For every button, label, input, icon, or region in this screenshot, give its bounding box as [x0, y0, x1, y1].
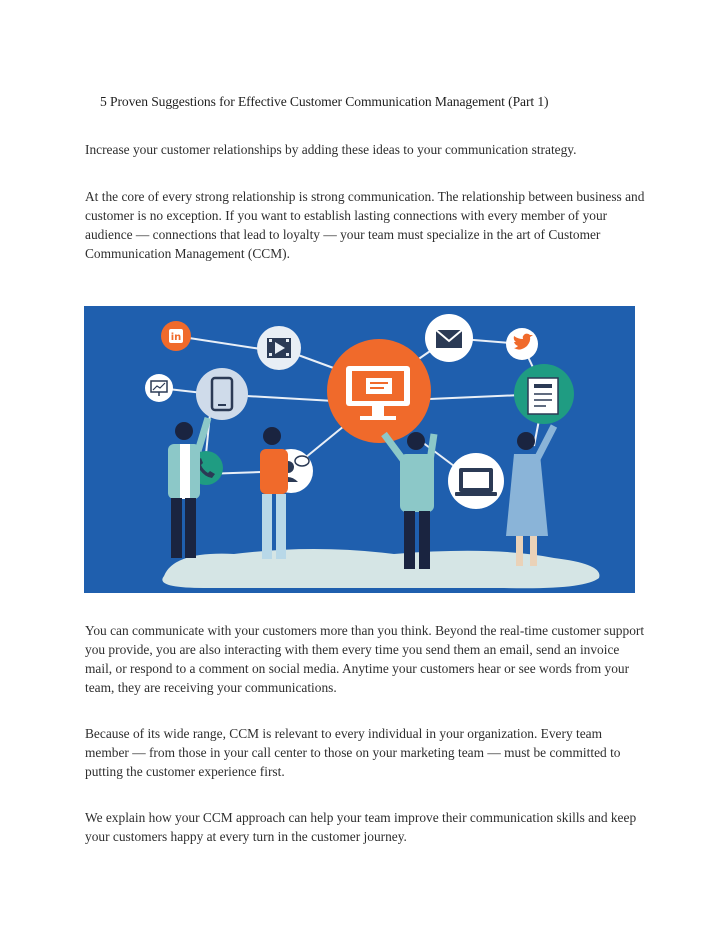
video-icon: [257, 326, 301, 370]
body-paragraph: You can communicate with your customers more than you think. Beyond the real-time customer support you provide, you are also interacting with them every time you send them an email, send an invoice mail, or respond to a comment on social media. Anytime your customers hear or see words from your team, they are receiving your communications.: [85, 623, 645, 695]
linkedin-icon: [161, 321, 191, 351]
intro-paragraph: Increase your customer relationships by adding these ideas to your communication strategy.: [85, 142, 577, 157]
invoice-icon: [514, 364, 574, 424]
laptop-icon: [448, 453, 504, 509]
svg-text:in: in: [170, 332, 182, 343]
body-paragraph: We explain how your CCM approach can help your team improve their communication skills and keep your customers happy at every turn in the customer journey.: [85, 810, 637, 844]
presentation-icon: [145, 374, 173, 402]
body-paragraph: At the core of every strong relationship is strong communication. The relationship between business and customer is no exception. If you want to establish lasting connections with every member of your audience — connections that lead to loyalty — your team must specialize in the art of Customer Communication Management (CCM).: [85, 189, 645, 261]
page-title: 5 Proven Suggestions for Effective Customer Communication Management (Part 1): [100, 94, 549, 109]
body-paragraph: Because of its wide range, CCM is relevant to every individual in your organization. Every team member — from those in your call center to those on your marketing team — must be committed to putting the customer experience first.: [85, 726, 621, 779]
email-icon: [425, 314, 473, 362]
ccm-illustration: [84, 306, 635, 593]
smartphone-icon: [196, 368, 248, 420]
monitor-icon: [327, 339, 431, 443]
twitter-icon: [506, 328, 538, 360]
